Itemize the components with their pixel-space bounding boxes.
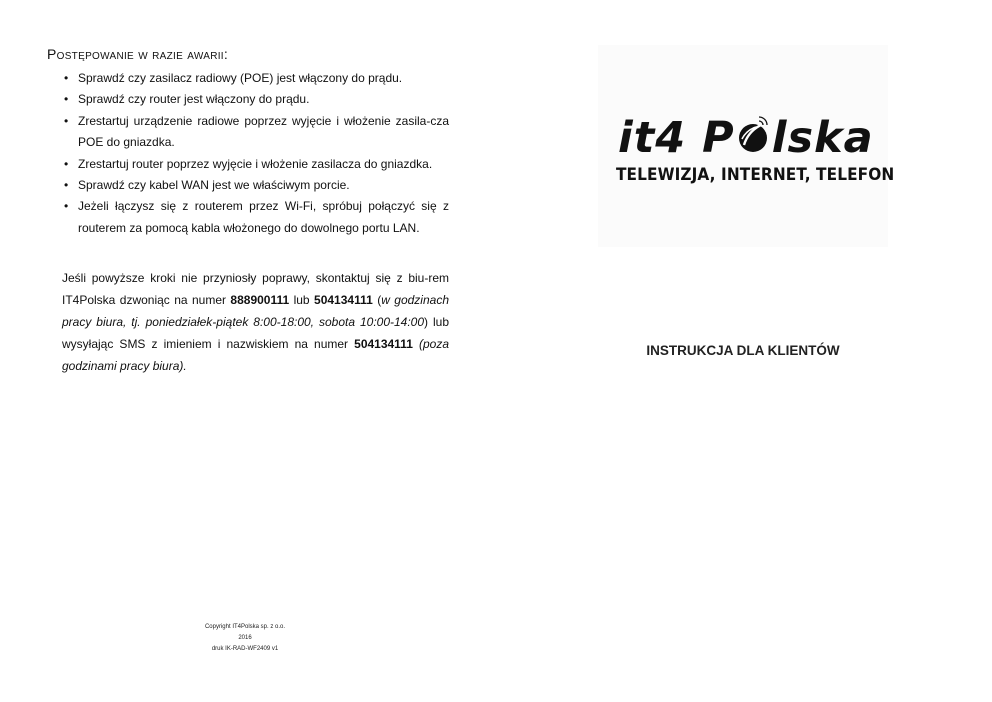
copyright-text: Copyright IT4Polska sp. z o.o. (204, 624, 286, 630)
contact-text: lub (289, 293, 315, 308)
list-item: • Sprawdź czy kabel WAN jest we właściwym porcie. (78, 175, 449, 196)
phone-number: 504134111 (354, 337, 413, 352)
logo-tagline: TELEWIZJA, INTERNET, TELEFON (616, 165, 895, 184)
list-item: • Jeżeli łączysz się z routerem przez Wi-Fi, spróbuj połączyć się z routerem za pomocą kabla włożonego do dowolnego portu LAN. (78, 196, 449, 239)
contact-text: ) lub wysyłając SMS z imieniem i nazwiskiem na numer (62, 315, 450, 352)
copyright-footer (160, 622, 330, 655)
phone-number: 504134111 (314, 293, 373, 308)
contact-text: Jeśli powyższe kroki nie przyniosły poprawy, skontaktuj się z biu-rem IT4Polska dzwoniąc na numer (62, 271, 449, 308)
copyright-year: 2016 (238, 635, 252, 641)
antenna-ball-icon (737, 121, 771, 155)
list-item: • Sprawdź czy router jest włączony do prądu. (78, 89, 449, 110)
list-item: • Sprawdź czy zasilacz radiowy (POE) jest włączony do prądu. (78, 68, 449, 89)
contact-text: ( (372, 293, 382, 308)
troubleshooting-heading: Postępowanie w razie awarii: (47, 46, 229, 62)
logo-text-a: it4 P (618, 113, 735, 163)
office-hours: w godzinach pracy biura, tj. poniedziałek-piątek 8:00-18:00, sobota 10:00-14:00 (62, 293, 449, 330)
print-code: druk IK-RAD-WF2409 v1 (211, 646, 279, 652)
list-item: • Zrestartuj router poprzez wyjęcie i włożenie zasilacza do gniazdka. (78, 154, 449, 175)
brand-logo (598, 45, 895, 247)
steps-list (47, 68, 449, 239)
logo-wordmark (618, 111, 874, 165)
list-item: • Zrestartuj urządzenie radiowe poprzez wyjęcie i włożenie zasila-cza POE do gniazdka. (78, 111, 449, 154)
instructions-title: INSTRUKCJA DLA KLIENTÓW (646, 343, 840, 358)
logo-text-b: lska (771, 113, 874, 163)
after-hours-note: (poza godzinami pracy biura). (62, 337, 449, 374)
troubleshooting-section (47, 46, 449, 377)
contact-paragraph (62, 267, 449, 377)
phone-number: 888900111 (230, 293, 290, 308)
